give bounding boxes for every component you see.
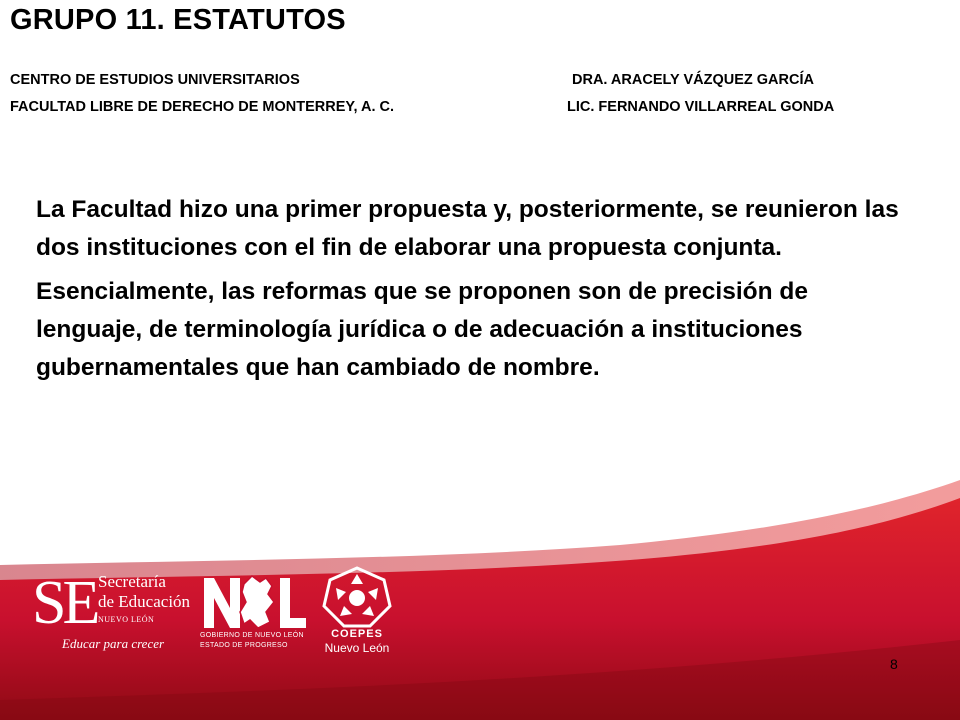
header-presenter-1: DRA. ARACELY VÁZQUEZ GARCÍA [572, 72, 814, 88]
body-paragraph-1: La Facultad hizo una primer propuesta y, posteriormente, se reunieron las dos instituciones con el fin de elaborar una propuesta conjunta. [36, 196, 899, 261]
nl-emblem-icon [200, 572, 310, 632]
header-institution: CENTRO DE ESTUDIOS UNIVERSITARIOS [10, 72, 300, 88]
se-logo-tagline: Educar para crecer [62, 636, 165, 651]
coepes-sublabel: Nuevo León [324, 641, 390, 655]
se-logo-line2: de Educación [98, 592, 191, 611]
page-title: GRUPO 11. ESTATUTOS [10, 4, 346, 36]
coepes-label: COEPES [331, 628, 383, 640]
page-number: 8 [890, 656, 898, 672]
secretaria-educacion-logo [32, 570, 202, 660]
se-logo-line3: NUEVO LEÓN [98, 615, 155, 624]
nuevo-leon-logo [200, 572, 310, 660]
se-logo-mark: SE [32, 569, 97, 637]
coepes-emblem-icon [318, 566, 396, 628]
se-logo-line1: Secretaría [98, 572, 166, 591]
slide-body [36, 191, 916, 393]
header-faculty: FACULTAD LIBRE DE DERECHO DE MONTERREY, A. C. [10, 99, 394, 115]
body-paragraph-2: Esencialmente, las reformas que se proponen son de precisión de lenguaje, de terminología jurídica o de adecuación a instituciones gubernamentales que han cambiado de nombre. [36, 278, 808, 381]
header-presenter-2: LIC. FERNANDO VILLARREAL GONDA [567, 99, 835, 115]
coepes-logo [318, 566, 398, 658]
nl-caption-2: ESTADO DE PROGRESO [200, 642, 288, 649]
nl-caption-1: GOBIERNO DE NUEVO LEÓN [200, 632, 304, 639]
